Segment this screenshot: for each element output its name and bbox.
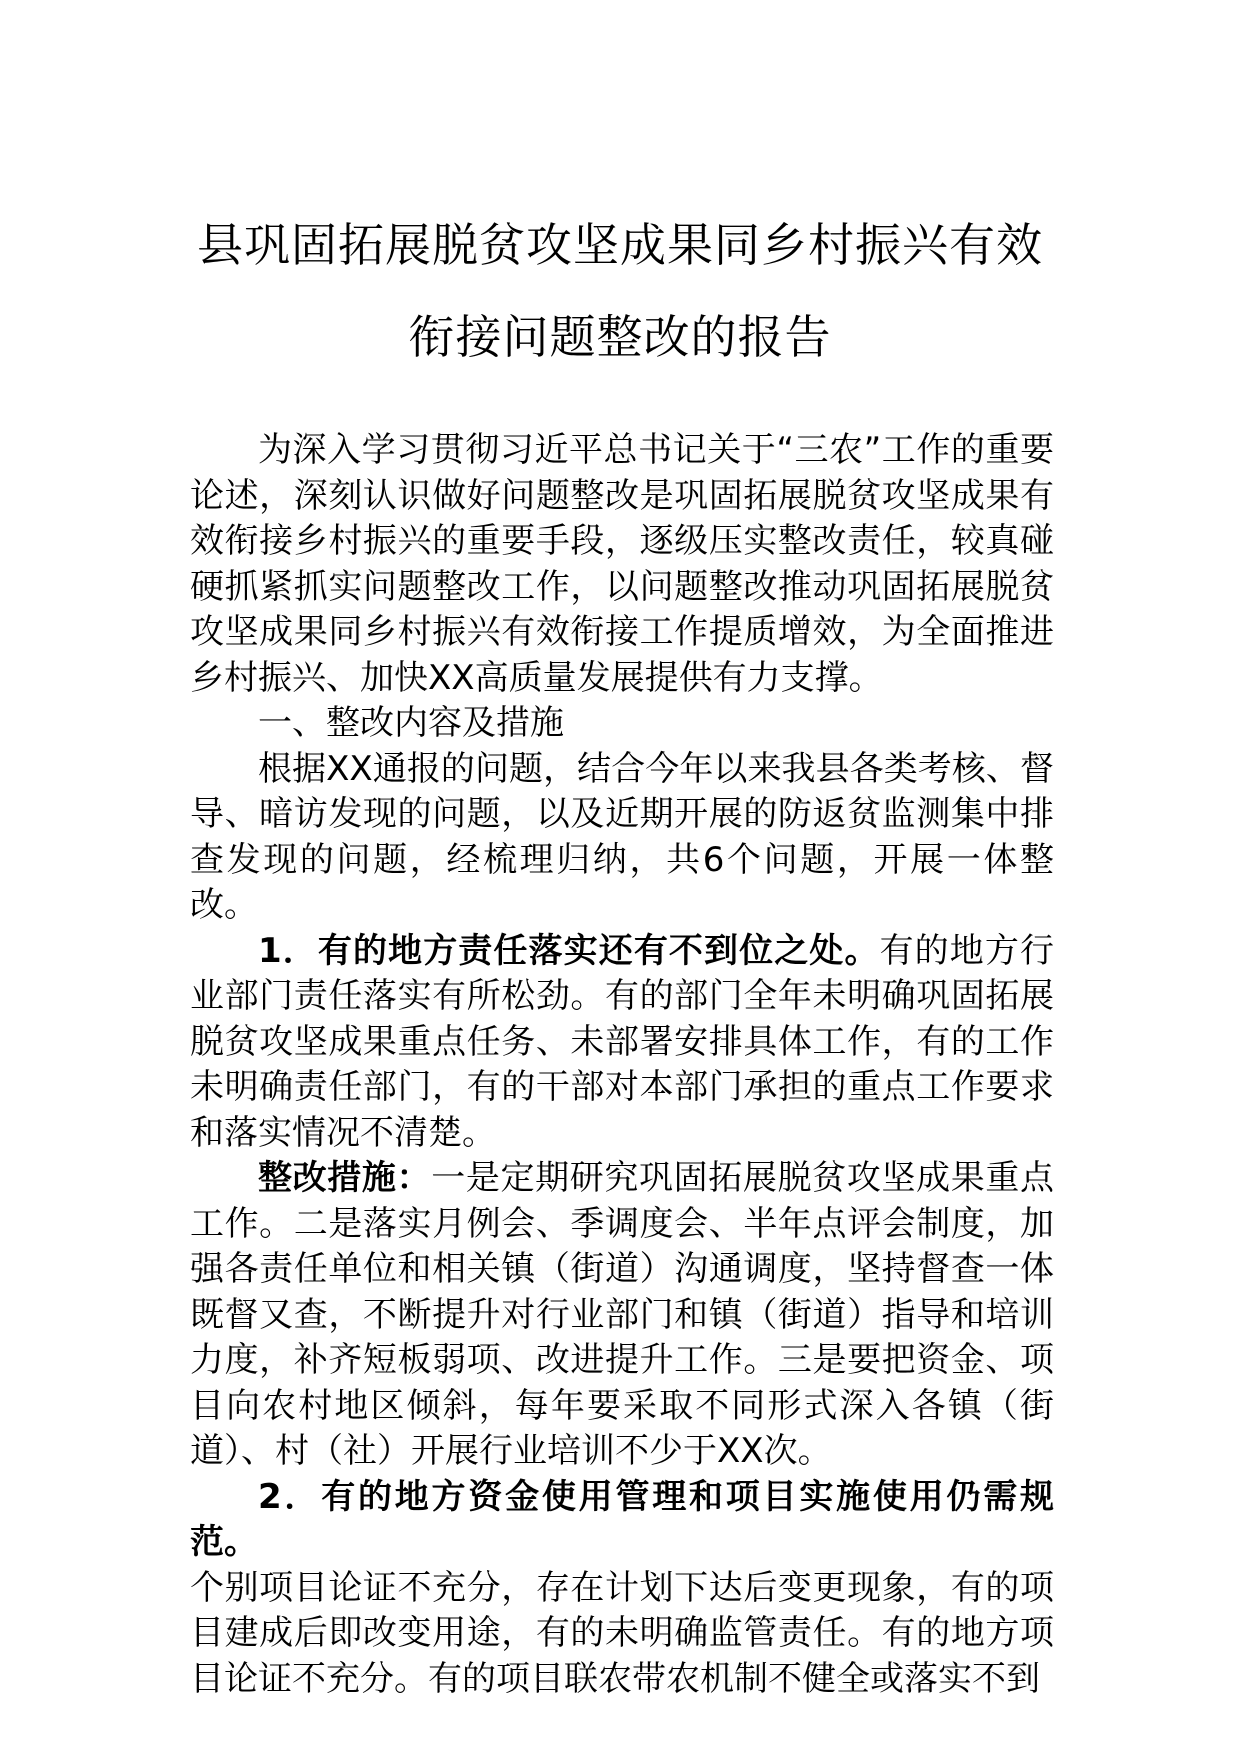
document-title-line-2: 衔接问题整改的报告 (408, 310, 832, 364)
measures-1-paragraph (190, 1156, 1054, 1475)
measures-1-label: 整改措施： (258, 1158, 432, 1198)
item-1-heading: 1．有的地方责任落实还有不到位之处。 (258, 930, 880, 971)
section-heading: 一、整改内容及措施 (258, 703, 564, 743)
intro-paragraph: 为深入学习贯彻习近平总书记关于“三农”工作的重要论述，深刻认识做好问题整改是巩固拓展脱贫攻坚成果有效衔接乡村振兴的重要手段，逐级压实整改责任，较真碰硬抓紧抓实问题整改工作，以问题整改推动巩固拓展脱贫攻坚成果同乡村振兴有效衔接工作提质增效，为全面推进乡村振兴、加快XX高质量发展提供有力支撑。 (190, 430, 1054, 698)
item-2-heading: 2．有的地方资金使用管理和项目实施使用仍需规范。 (190, 1476, 1054, 1562)
item-2-heading-paragraph (190, 1475, 1054, 1566)
section-intro-paragraph: 根据XX通报的问题，结合今年以来我县各类考核、督导、暗访发现的问题，以及近期开展的防返贫监测集中排查发现的问题，经梳理归纳，共6个问题，开展一体整改。 (190, 748, 1054, 925)
item-2-text-paragraph: 个别项目论证不充分，存在计划下达后变更现象，有的项目建成后即改变用途，有的未明确监管责任。有的地方项目论证不充分。有的项目联农带农机制不健全或落实不到 (190, 1567, 1054, 1699)
document-title-line-1: 县巩固拓展脱贫攻坚成果同乡村振兴有效 (197, 218, 1043, 272)
document-body (190, 428, 1054, 1702)
item-1-text: 有的地方行业部门责任落实有所松劲。有的部门全年未明确巩固拓展脱贫攻坚成果重点任务、未部署安排具体工作，有的工作未明确责任部门，有的干部对本部门承担的重点工作要求和落实情况不清楚。 (190, 930, 1055, 1153)
item-1-paragraph (190, 929, 1054, 1157)
measures-1-text: 一是定期研究巩固拓展脱贫攻坚成果重点工作。二是落实月例会、季调度会、半年点评会制度，加强各责任单位和相关镇（街道）沟通调度，坚持督查一体既督又查，不断提升对行业部门和镇（街道）指导和培训力度，补齐短板弱项、改进提升工作。三是要把资金、项目向农村地区倾斜，每年要采取不同形式深入各镇（街道）、村（社）开展行业培训不少于XX次。 (190, 1158, 1055, 1471)
